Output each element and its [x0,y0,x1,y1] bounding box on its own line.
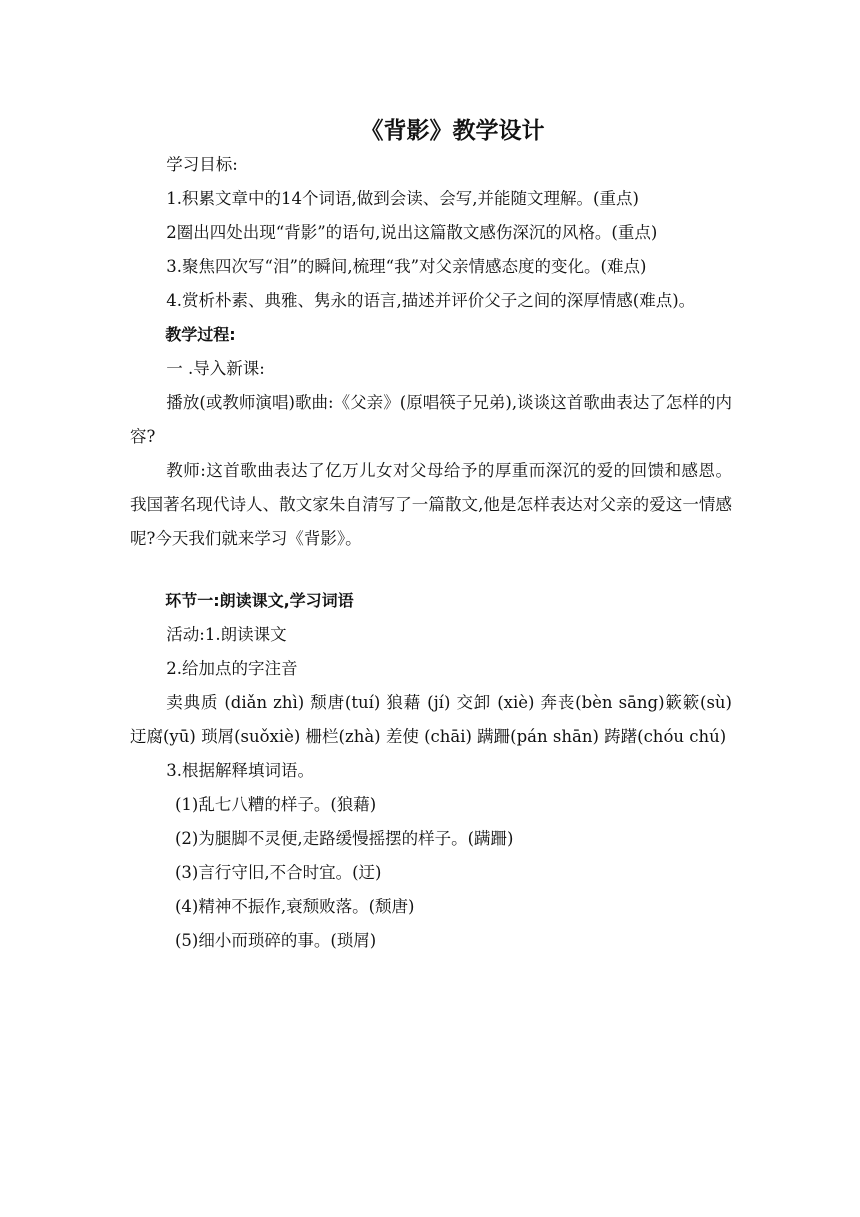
activity-2: 2.给加点的字注音 [166,659,298,678]
fill-item-4: (4)精神不振作,衰颓败落。(颓唐) [175,897,415,916]
document-body [130,148,732,958]
objective-4: 4.赏析朴素、典雅、隽永的语言,描述并评价父子之间的深厚情感(难点)。 [166,291,696,310]
section1-heading: 环节一:朗读课文,学习词语 [165,591,354,610]
teacher-text: 教师:这首歌曲表达了亿万儿女对父母给予的厚重而深沉的爱的回馈和感恩。我国著名现代诗人、散文家朱自清写了一篇散文,他是怎样表达对父亲的爱这一情感呢?今天我们就来学习《背影》。 [130,461,732,548]
intro-heading: 一 .导入新课: [166,359,265,378]
activity-3: 3.根据解释填词语。 [166,761,315,780]
activity-1: 活动:1.朗读课文 [166,625,287,644]
fill-item-3: (3)言行守旧,不合时宜。(迂) [175,863,382,882]
pinyin-text: 卖典质 (diǎn zhì) 颓唐(tuí) 狼藉 (jí) 交卸 (xiè) 奔丧(bèn sāng)簌簌(sù) 迂腐(yū) 琐屑(suǒxiè) 栅栏(zhà) 差使 (chāi) 蹒跚(pán shān) 踌躇(chóu chú) [130,693,732,746]
document-title: 《背影》教学设计 [360,118,545,144]
intro-text: 播放(或教师演唱)歌曲:《父亲》(原唱筷子兄弟),谈谈这首歌曲表达了怎样的内容? [130,393,732,446]
process-heading: 教学过程: [165,325,236,344]
fill-item-5: (5)细小而琐碎的事。(琐屑) [175,931,377,950]
fill-item-1: (1)乱七八糟的样子。(狼藉) [175,795,377,814]
objective-2: 2圈出四处出现“背影”的语句,说出这篇散文感伤深沉的风格。(重点) [166,223,658,242]
spacer [130,556,732,584]
objectives-heading: 学习目标: [166,155,238,174]
objective-1: 1.积累文章中的14个词语,做到会读、会写,并能随文理解。(重点) [166,189,639,208]
fill-item-2: (2)为腿脚不灵便,走路缓慢摇摆的样子。(蹒跚) [175,829,514,848]
objective-3: 3.聚焦四次写“泪”的瞬间,梳理“我”对父亲情感态度的变化。(难点) [166,257,647,276]
